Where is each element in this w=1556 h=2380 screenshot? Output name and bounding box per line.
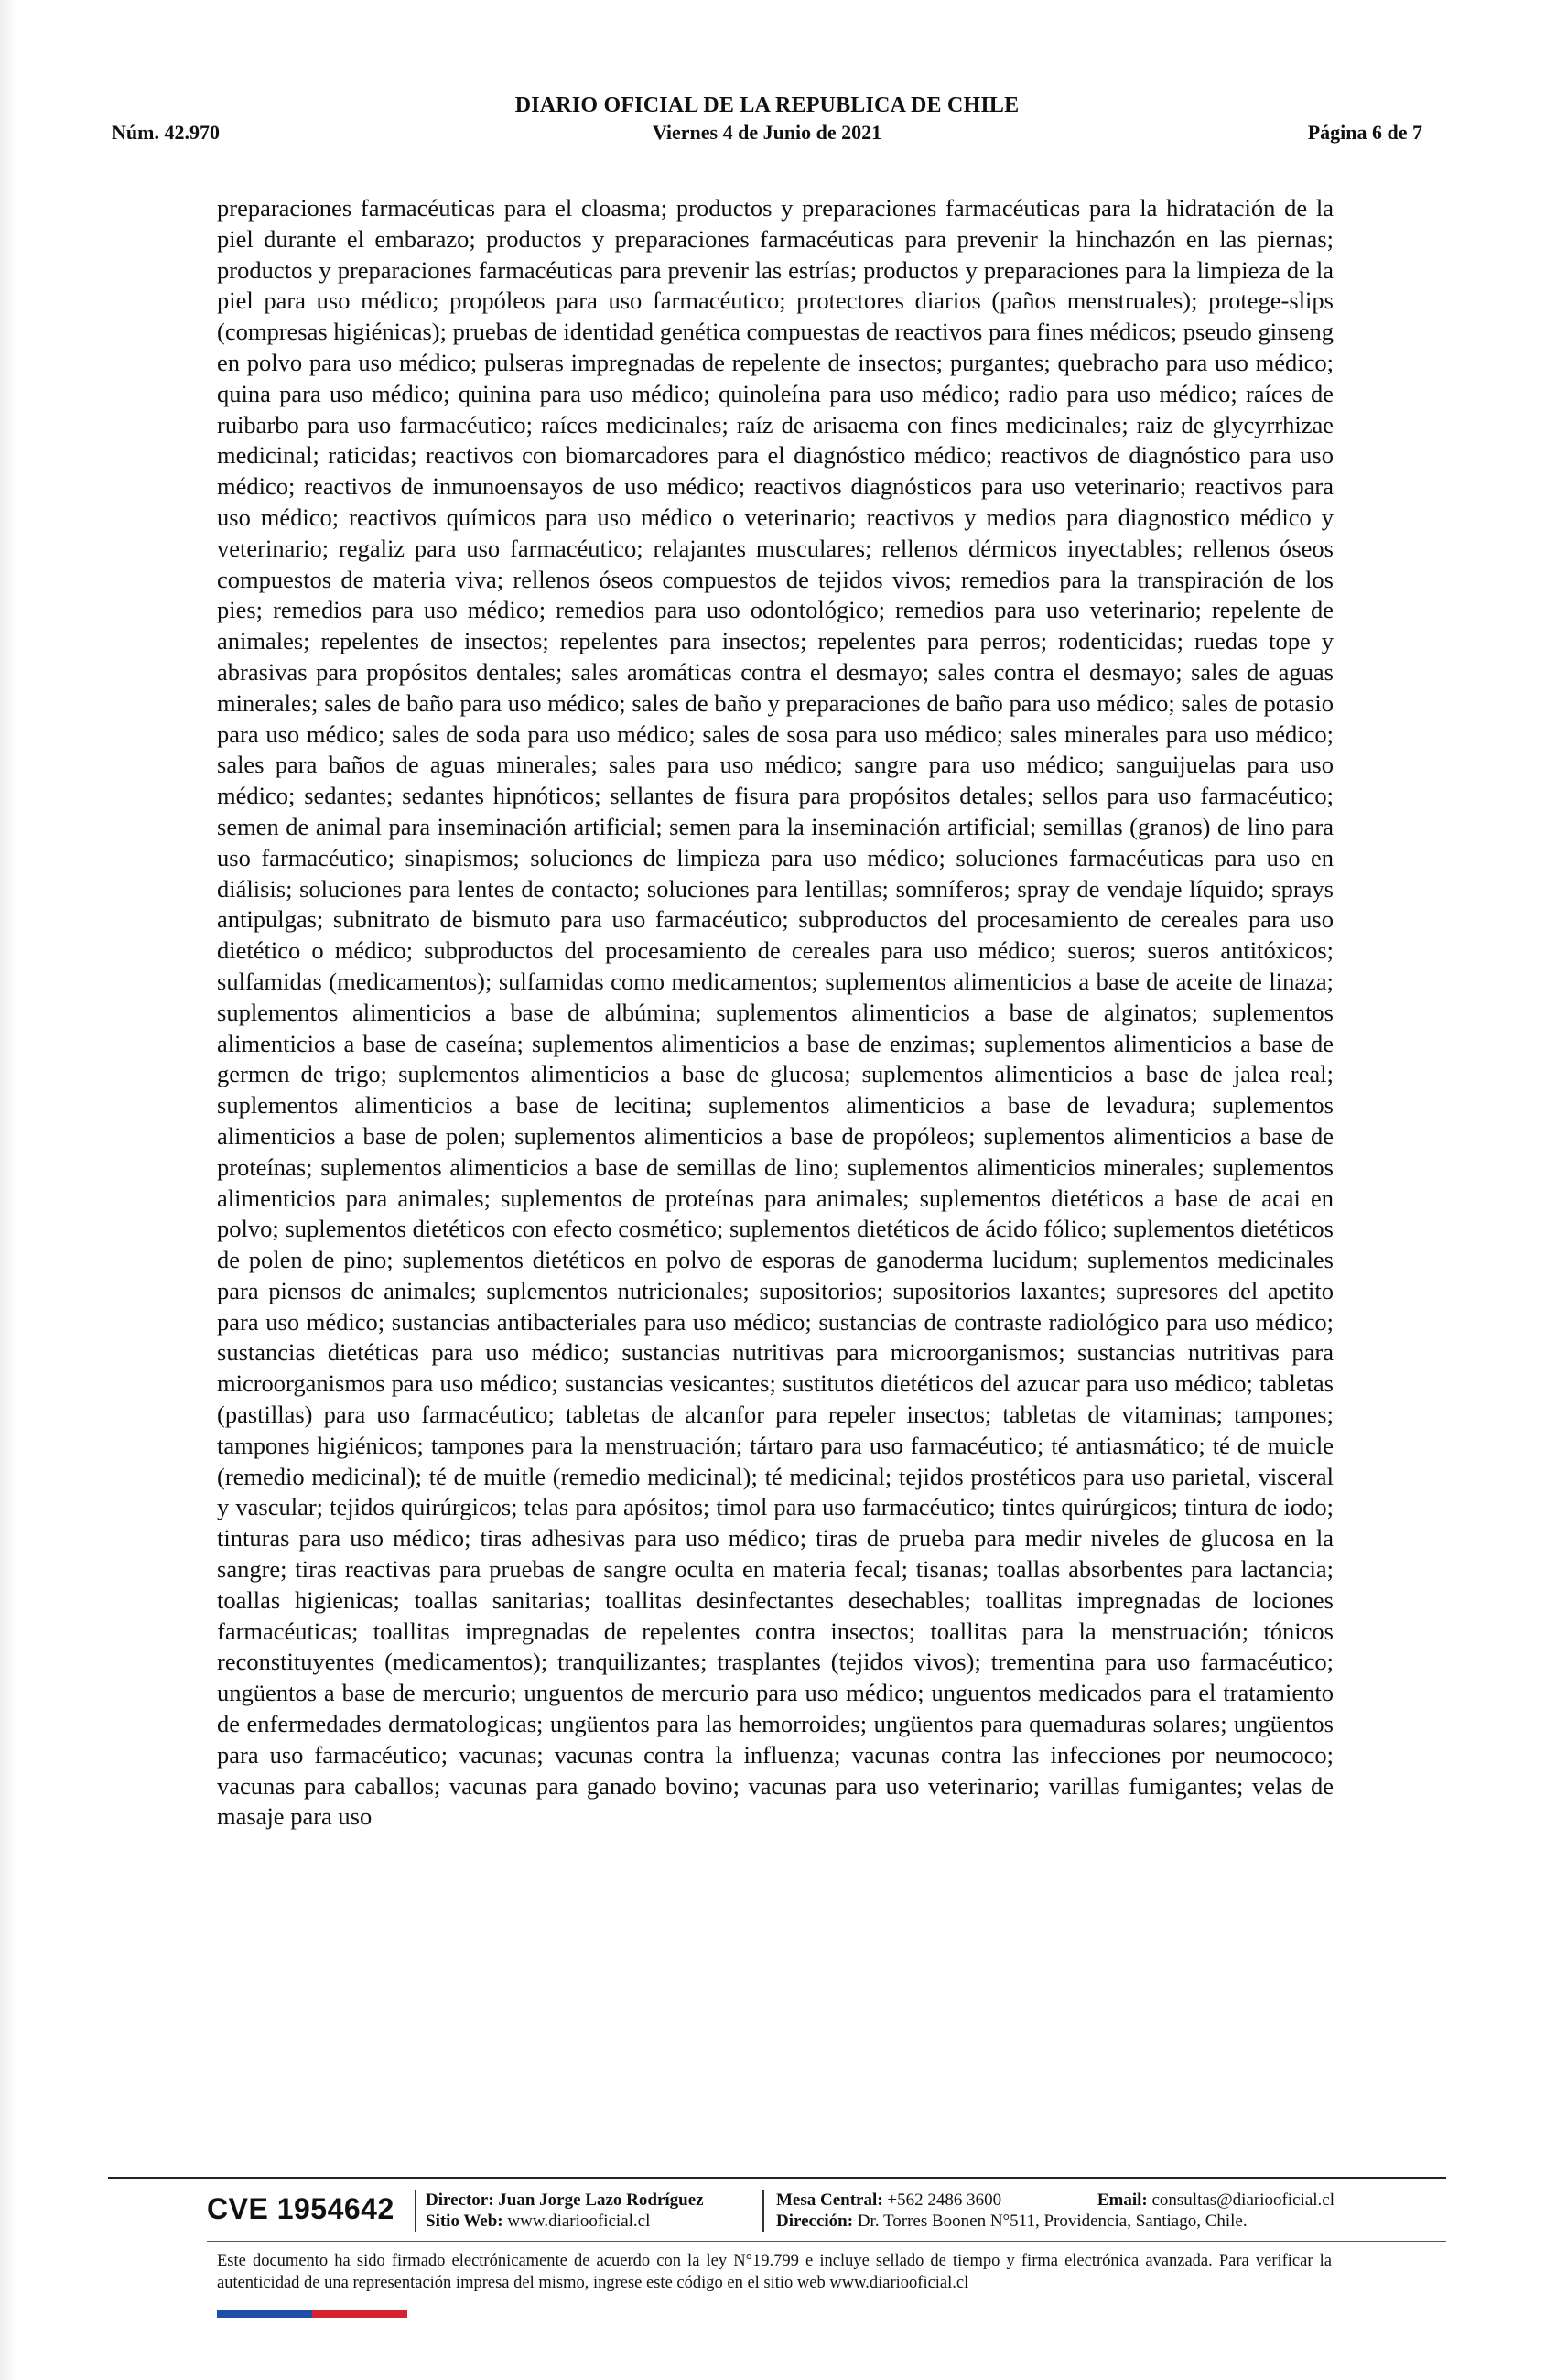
footer-contact-block [776, 2190, 1334, 2232]
cve-code: CVE 1954642 [207, 2192, 394, 2225]
director-name: Juan Jorge Lazo Rodríguez [498, 2191, 704, 2210]
footer-divider-top [108, 2177, 1446, 2179]
flag-stripe-red [312, 2310, 407, 2318]
chile-flag-stripe [217, 2310, 407, 2318]
site-label: Sitio Web: [426, 2212, 503, 2231]
address-label: Dirección: [776, 2212, 854, 2231]
footer-separator [762, 2190, 764, 2232]
footer-divider-mid [207, 2241, 1446, 2242]
issue-number: Núm. 42.970 [112, 121, 220, 144]
director-label: Director: [426, 2191, 494, 2210]
email-label: Email: [1097, 2191, 1148, 2210]
site-link[interactable]: www.diariooficial.cl [507, 2212, 651, 2231]
footer-separator [415, 2190, 416, 2232]
issue-date: Viernes 4 de Junio de 2021 [652, 121, 882, 144]
body-paragraph: preparaciones farmacéuticas para el cloasma; productos y preparaciones farmacéuticas para la hidratación de la piel durante el embarazo; productos y preparaciones farmacéuticas para prevenir la hinchazón en las piernas; productos y preparaciones farmacéuticas para prevenir las estrías; productos y preparaciones para la limpieza de la piel para uso médico; propóleos para uso farmacéutico; protectores diarios (paños menstruales); protege-slips (compresas higiénicas); pruebas de identidad genética compuestas de reactivos para fines médicos; pseudo ginseng en polvo para uso médico; pulseras impregnadas de repelente de insectos; purgantes; quebracho para uso médico; quina para uso médico; quinina para uso médico; quinoleína para uso médico; radio para uso médico; raíces de ruibarbo para uso farmacéutico; raíces medicinales; raíz de arisaema con fines medicinales; raiz de glycyrrhizae medicinal; raticidas; reactivos con biomarcadores para el diagnóstico médico; reactivos de diagnóstico para uso médico; reactivos de inmunoensayos de uso médico; reactivos diagnósticos para uso veterinario; reactivos para uso médico; reactivos químicos para uso médico o veterinario; reactivos y medios para diagnostico médico y veterinario; regaliz para uso farmacéutico; relajantes musculares; rellenos dérmicos inyectables; rellenos óseos compuestos de materia viva; rellenos óseos compuestos de tejidos vivos; remedios para la transpiración de los pies; remedios para uso médico; remedios para uso odontológico; remedios para uso veterinario; repelente de animales; repelentes de insectos; repelentes para insectos; repelentes para perros; rodenticidas; ruedas tope y abrasivas para propósitos dentales; sales aromáticas contra el desmayo; sales contra el desmayo; sales de aguas minerales; sales de baño para uso médico; sales de baño y preparaciones de baño para uso médico; sales de potasio para uso médico; sales de soda para uso médico; sales de sosa para uso médico; sales minerales para uso médico; sales para baños de aguas minerales; sales para uso médico; sangre para uso médico; sanguijuelas para uso médico; sedantes; sedantes hipnóticos; sellantes de fisura para propósitos detales; sellos para uso farmacéutico; semen de animal para inseminación artificial; semen para la inseminación artificial; semillas (granos) de lino para uso farmacéutico; sinapismos; soluciones de limpieza para uso médico; soluciones farmacéuticas para uso en diálisis; soluciones para lentes de contacto; soluciones para lentillas; somníferos; spray de vendaje líquido; sprays antipulgas; subnitrato de bismuto para uso farmacéutico; subproductos del procesamiento de cereales para uso dietético o médico; subproductos del procesamiento de cereales para uso médico; sueros; sueros antitóxicos; sulfamidas (medicamentos); sulfamidas como medicamentos; suplementos alimenticios a base de aceite de linaza; suplementos alimenticios a base de albúmina; suplementos alimenticios a base de alginatos; suplementos alimenticios a base de caseína; suplementos alimenticios a base de enzimas; suplementos alimenticios a base de germen de trigo; suplementos alimenticios a base de glucosa; suplementos alimenticios a base de jalea real; suplementos alimenticios a base de lecitina; suplementos alimenticios a base de levadura; suplementos alimenticios a base de polen; suplementos alimenticios a base de propóleos; suplementos alimenticios a base de proteínas; suplementos alimenticios a base de semillas de lino; suplementos alimenticios minerales; suplementos alimenticios para animales; suplementos de proteínas para animales; suplementos dietéticos a base de acai en polvo; suplementos dietéticos con efecto cosmético; suplementos dietéticos de ácido fólico; suplementos dietéticos de polen de pino; suplementos dietéticos en polvo de esporas de ganoderma lucidum; suplementos medicinales para piensos de animales; suplementos nutricionales; supositorios; supositorios laxantes; supresores del apetito para uso médico; sustancias antibacteriales para uso médico; sustancias de contraste radiológico para uso médico; sustancias dietéticas para uso médico; sustancias nutritivas para microorganismos; sustancias nutritivas para microorganismos para uso médico; sustancias vesicantes; sustitutos dietéticos del azucar para uso médico; tabletas (pastillas) para uso farmacéutico; tabletas de alcanfor para repeler insectos; tabletas de vitaminas; tampones; tampones higiénicos; tampones para la menstruación; tártaro para uso farmacéutico; té antiasmático; té de muicle (remedio medicinal); té de muitle (remedio medicinal); té medicinal; tejidos prostéticos para uso parietal, visceral y vascular; tejidos quirúrgicos; telas para apósitos; timol para uso farmacéutico; tintes quirúrgicos; tintura de iodo; tinturas para uso médico; tiras adhesivas para uso médico; tiras de prueba para medir niveles de glucosa en la sangre; tiras reactivas para pruebas de sangre oculta en materia fecal; tisanas; toallas absorbentes para lactancia; toallas higienicas; toallas sanitarias; toallitas desinfectantes desechables; toallitas impregnadas de lociones farmacéuticas; toallitas impregnadas de repelentes contra insectos; toallitas para la menstruación; tónicos reconstituyentes (medicamentos); tranquilizantes; trasplantes (tejidos vivos); trementina para uso farmacéutico; ungüentos a base de mercurio; unguentos de mercurio para uso médico; unguentos medicados para el tratamiento de enfermedades dermatologicas; ungüentos para las hemorroides; ungüentos para quemaduras solares; ungüentos para uso farmacéutico; vacunas; vacunas contra la influenza; vacunas contra las infecciones por neumococo; vacunas para caballos; vacunas para ganado bovino; vacunas para uso veterinario; varillas fumigantes; velas de masaje para uso [217, 194, 1334, 1831]
legal-notice: Este documento ha sido firmado electrónicamente de acuerdo con la ley N°19.799 e incluye sellado de tiempo y firma electrónica avanzada. Para verificar la autenticidad de una representación impresa del mismo, ingrese este código en el sitio web www.diariooficial.cl [217, 2252, 1332, 2292]
flag-stripe-blue [217, 2310, 312, 2318]
address-value: Dr. Torres Boonen N°511, Providencia, Santiago, Chile. [857, 2212, 1248, 2231]
masthead-title: DIARIO OFICIAL DE LA REPUBLICA DE CHILE [514, 93, 1020, 117]
page-header [112, 92, 1422, 156]
page-number: Página 6 de 7 [1307, 121, 1422, 144]
email-link[interactable]: consultas@diariooficial.cl [1151, 2191, 1334, 2210]
mesa-phone: +562 2486 3600 [887, 2191, 1002, 2210]
mesa-label: Mesa Central: [776, 2191, 883, 2210]
footer-director-block [426, 2190, 704, 2232]
